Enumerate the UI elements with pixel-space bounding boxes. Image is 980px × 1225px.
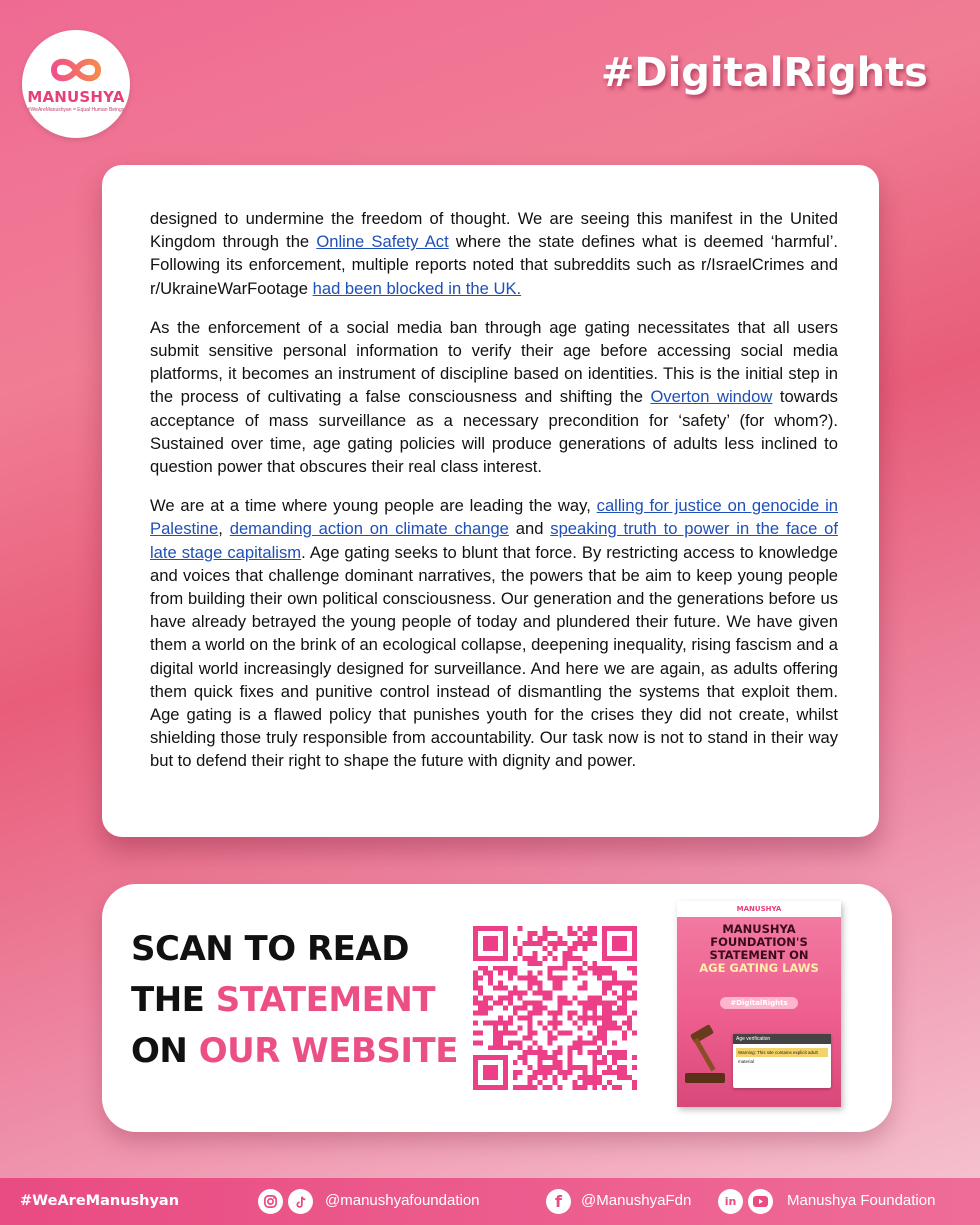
footer-hashtag: #WeAreManushyan <box>20 1193 180 1209</box>
cover-title-line: STATEMENT ON <box>709 948 809 962</box>
scan-line-3 <box>131 1026 458 1077</box>
text-segment: where the state defines what is deemed ‘harmful’. Following its enforcement, multiple reports noted that subreddits such as r/IsraelCrimes and r/UkraineWarFootage <box>150 232 839 298</box>
statement-cover-image[interactable] <box>677 901 841 1107</box>
scan-line-1: SCAN TO READ <box>131 929 409 969</box>
link-climate-action[interactable]: demanding action on climate change <box>229 519 509 539</box>
text-segment: towards acceptance of mass surveillance as a necessary precondition for ‘safety’ (for whom?). Sustained over time, age gating policies will produce generations of adults less inclined to question power that obscures their real class interest. <box>150 387 838 477</box>
linkedin-icon[interactable]: in <box>718 1189 743 1214</box>
brand-name: MANUSHYA <box>27 88 125 106</box>
link-blocked-in-uk[interactable]: had been blocked in the UK. <box>312 278 522 298</box>
footer-bar <box>0 1178 980 1225</box>
cover-title <box>677 923 841 975</box>
text-segment: . Age gating seeks to blunt that force. By restricting access to knowledge and voices that challenge dominant narratives, the powers that be aim to keep young people from building their own political consciousness. Our generation and the generations before us have already betrayed the young people of today and plundered their future. We have given them a world on the brink of an ecological collapse, deepening inequality, rising fascism and a digital world increasingly designed for surveillance. And here we are again, as adults offering them quick fixes and punitive control instead of dismantling the systems that exploit them. Age gating is a flawed policy that punishes youth for the crises they did not create, whilst shielding those truly responsible from accountability. Our task now is not to stand in their way but to defend their right to shape the future with dignity and power. <box>150 542 839 771</box>
infinity-logo-icon <box>48 55 104 85</box>
text-segment: We are at a time where young people are leading the way, <box>150 496 597 516</box>
article-paragraph-3 <box>150 494 838 772</box>
cover-age-verification-window <box>733 1034 831 1088</box>
text-segment: , <box>218 519 230 539</box>
scan-word-highlight: OUR WEBSITE <box>198 1031 458 1071</box>
instagram-tiktok-handle[interactable]: @manushyafoundation <box>325 1192 480 1209</box>
instagram-icon[interactable] <box>258 1189 283 1214</box>
link-overton-window[interactable]: Overton window <box>650 387 773 407</box>
brand-tagline: #WeAreManushyan = Equal Human Beings <box>27 107 125 113</box>
cover-header <box>677 901 841 917</box>
cover-title-line: AGE GATING LAWS <box>699 961 819 975</box>
cover-brand: MANUSHYA <box>736 905 782 913</box>
gavel-icon <box>683 1023 735 1087</box>
link-truth-to-power[interactable]: speaking truth to power in the face of late stage capitalism <box>150 519 838 562</box>
cover-window-warning: Warning: This site contains explicit adult material <box>736 1048 828 1057</box>
scan-line-2 <box>131 975 458 1026</box>
article-paragraph-2 <box>150 316 838 478</box>
text-segment: and <box>508 519 551 539</box>
cover-title-line: FOUNDATION'S <box>710 935 808 949</box>
scan-word: ON <box>131 1031 199 1071</box>
article-card <box>102 165 879 837</box>
scan-heading <box>131 924 458 1077</box>
facebook-handle[interactable]: @ManushyaFdn <box>581 1192 692 1209</box>
qr-code[interactable] <box>473 926 637 1090</box>
scan-word-highlight: STATEMENT <box>215 980 436 1020</box>
article-paragraph-1 <box>150 207 838 300</box>
text-segment: designed to undermine the freedom of thought. We are seeing this manifest in the United Kingdom through the <box>150 209 838 252</box>
tiktok-icon[interactable] <box>288 1189 313 1214</box>
manushya-logo <box>22 30 130 138</box>
cover-hashtag: #DigitalRights <box>720 997 798 1009</box>
link-justice-palestine[interactable]: calling for justice on genocide in Palestine <box>150 496 838 539</box>
youtube-icon[interactable] <box>748 1189 773 1214</box>
cover-window-title: Age verification <box>733 1034 831 1044</box>
linkedin-youtube-name[interactable]: Manushya Foundation <box>787 1192 936 1209</box>
link-online-safety-act[interactable]: Online Safety Act <box>316 232 449 252</box>
scan-card <box>102 884 892 1132</box>
scan-word: THE <box>131 980 216 1020</box>
text-segment: As the enforcement of a social media ban through age gating necessitates that all users submit sensitive personal information to verify their age before accessing social media platforms, it becomes an instrument of discipline based on identities. This is the initial step in the process of cultivating a false consciousness and shifting the <box>150 317 838 407</box>
facebook-icon[interactable]: f <box>546 1189 571 1214</box>
header-hashtag: #DigitalRights <box>600 50 928 96</box>
cover-title-line: MANUSHYA <box>722 922 796 936</box>
